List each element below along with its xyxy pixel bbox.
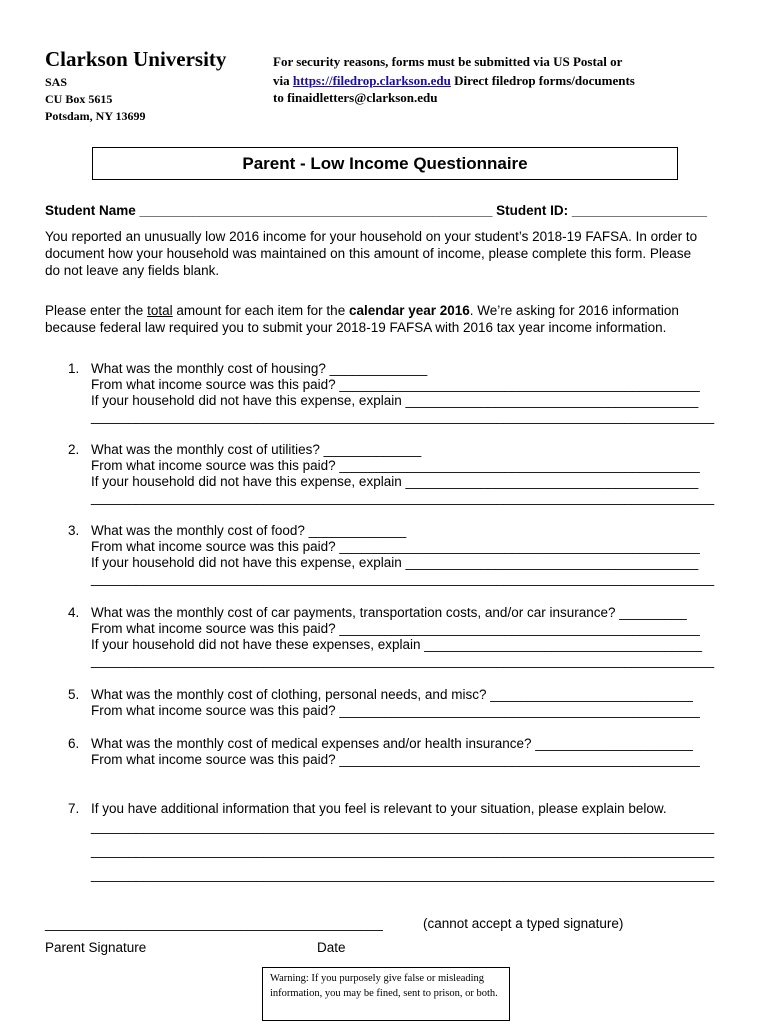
question-3-line-4[interactable]: ___________________________________________________________________________________: [91, 571, 715, 586]
question-4-line-2[interactable]: From what income source was this paid? ________________________________________________: [91, 621, 700, 636]
intro-line-2: document how your household was maintained on this amount of income, please complete this form. Please: [45, 246, 692, 261]
question-1-number: 1.: [68, 361, 80, 376]
question-3-line-1[interactable]: What was the monthly cost of food? _____________: [91, 523, 407, 538]
question-7-line-2[interactable]: ___________________________________________________________________________________: [91, 819, 715, 834]
instr-calendar-year: calendar year 2016: [348, 303, 470, 318]
question-2-line-4[interactable]: ___________________________________________________________________________________: [91, 490, 715, 505]
instructions-line-1: [45, 303, 679, 318]
notice-line-1: For security reasons, forms must be submitted via US Postal or: [273, 54, 623, 69]
form-title: Parent - Low Income Questionnaire: [242, 154, 528, 173]
student-name-label: Student Name: [45, 203, 136, 218]
notice-line-3: to finaidletters@clarkson.edu: [273, 90, 438, 105]
form-title-box: [92, 147, 678, 180]
question-4-line-1[interactable]: What was the monthly cost of car payments, transportation costs, and/or car insurance? _________: [91, 605, 687, 620]
question-2-number: 2.: [68, 442, 80, 457]
signature-note: (cannot accept a typed signature): [423, 916, 624, 931]
student-id-label: Student ID:: [496, 203, 569, 218]
question-3-number: 3.: [68, 523, 80, 538]
question-1-line-4[interactable]: ___________________________________________________________________________________: [91, 409, 715, 424]
address-line-2: CU Box 5615: [45, 92, 113, 106]
address-line-1: SAS: [45, 75, 68, 89]
instr-total: total: [147, 303, 173, 318]
question-4-number: 4.: [68, 605, 80, 620]
intro-line-1: You reported an unusually low 2016 income for your household on your student’s 2018-19 FAFSA. In order to: [45, 229, 698, 244]
notice-line-2: [273, 73, 635, 89]
instr-post: . We’re asking for 2016 information: [469, 303, 679, 318]
question-5-line-1[interactable]: What was the monthly cost of clothing, personal needs, and misc? ___________________________: [91, 687, 693, 702]
question-7-line-3[interactable]: ___________________________________________________________________________________: [91, 843, 715, 858]
instr-mid: amount for each item for the: [172, 303, 349, 318]
filedrop-link[interactable]: https://filedrop.clarkson.edu: [292, 73, 451, 88]
question-7-number: 7.: [68, 801, 80, 816]
notice-via: via: [273, 73, 293, 88]
warning-box: [262, 967, 510, 1021]
question-7-line-4[interactable]: ___________________________________________________________________________________: [91, 867, 715, 882]
question-3-line-3[interactable]: If your household did not have this expense, explain _______________________________________: [91, 555, 699, 570]
question-4-line-3[interactable]: If your household did not have these expenses, explain _____________________________________: [91, 637, 703, 652]
question-6-line-1[interactable]: What was the monthly cost of medical expenses and/or health insurance? _____________________: [91, 736, 693, 751]
signature-line[interactable]: _____________________________________________: [45, 916, 383, 931]
instructions-line-2: because federal law required you to submit your 2018-19 FAFSA with 2016 tax year income information.: [45, 320, 667, 335]
student-id-field[interactable]: __________________: [568, 203, 708, 218]
question-1-line-1[interactable]: What was the monthly cost of housing? _____________: [91, 361, 428, 376]
question-4-line-4[interactable]: ___________________________________________________________________________________: [91, 653, 715, 668]
question-1-line-3[interactable]: If your household did not have this expense, explain _______________________________________: [91, 393, 699, 408]
instr-pre: Please enter the: [45, 303, 148, 318]
student-line: [45, 203, 707, 218]
question-2-line-3[interactable]: If your household did not have this expense, explain _______________________________________: [91, 474, 699, 489]
question-6-line-2[interactable]: From what income source was this paid? ________________________________________________: [91, 752, 700, 767]
address-line-3: Potsdam, NY 13699: [45, 109, 146, 123]
question-5-line-2[interactable]: From what income source was this paid? ________________________________________________: [91, 703, 700, 718]
question-5-number: 5.: [68, 687, 80, 702]
intro-line-3: do not leave any fields blank.: [45, 263, 220, 278]
date-label: Date: [317, 940, 346, 955]
question-7-line-1: If you have additional information that you feel is relevant to your situation, please explain below.: [91, 801, 667, 816]
notice-line-2-rest: Direct filedrop forms/documents: [450, 73, 635, 88]
question-1-line-2[interactable]: From what income source was this paid? ________________________________________________: [91, 377, 700, 392]
question-2-line-1[interactable]: What was the monthly cost of utilities? _____________: [91, 442, 422, 457]
parent-signature-label: Parent Signature: [45, 940, 147, 955]
university-name: Clarkson University: [45, 47, 227, 71]
question-3-line-2[interactable]: From what income source was this paid? ________________________________________________: [91, 539, 700, 554]
question-6-number: 6.: [68, 736, 80, 751]
student-name-field[interactable]: _______________________________________________: [135, 203, 497, 218]
warning-text: Warning: If you purposely give false or misleading information, you may be fined, sent to prison, or both.: [270, 973, 498, 999]
question-2-line-2[interactable]: From what income source was this paid? ________________________________________________: [91, 458, 700, 473]
